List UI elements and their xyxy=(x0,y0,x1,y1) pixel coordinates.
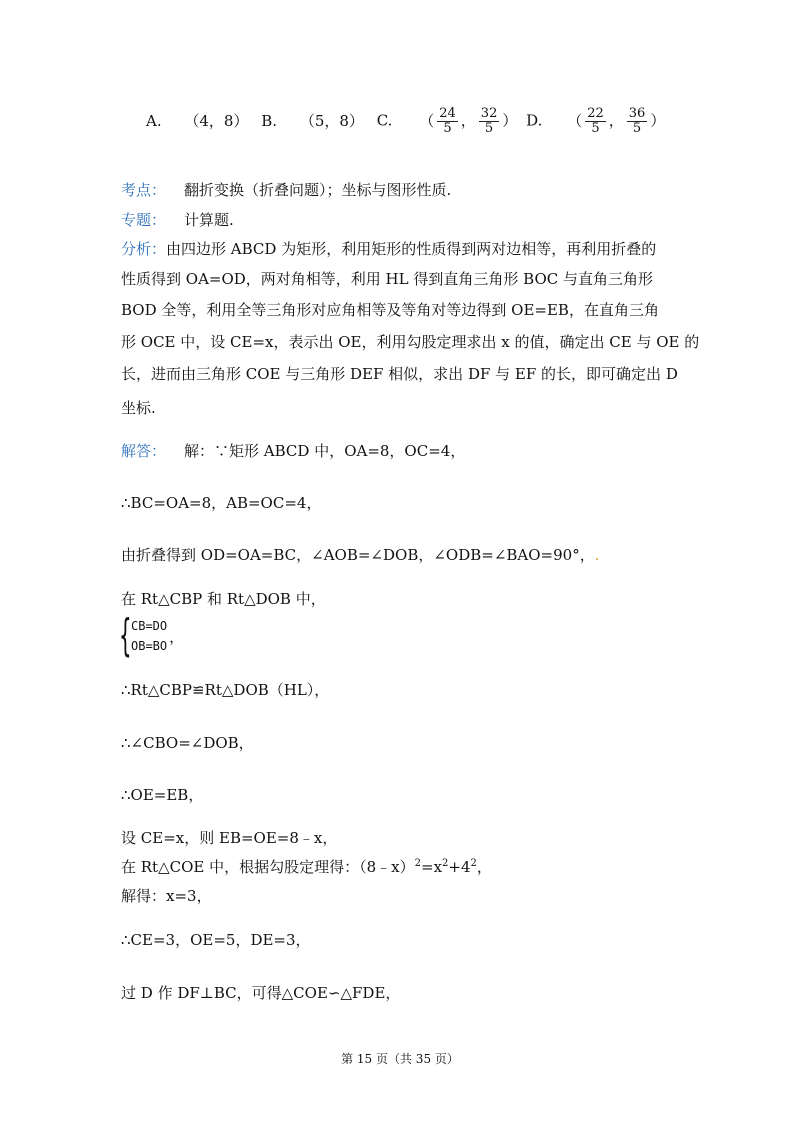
fenxi-label: 分析： xyxy=(121,240,167,258)
kaodian-text: 翻折变换（折叠问题）；坐标与图形性质. xyxy=(184,181,452,199)
equation-top: CB=DO xyxy=(131,619,168,633)
superscript: 2 xyxy=(414,858,421,869)
option-c-open-paren: （ xyxy=(419,111,435,130)
equation-system-lines xyxy=(131,616,167,656)
superscript: 2 xyxy=(470,858,477,869)
fraction-denominator: 5 xyxy=(443,121,452,136)
jieda-label: 解答： xyxy=(121,442,167,460)
equation-text: ， xyxy=(476,858,492,876)
option-c xyxy=(377,107,518,136)
option-a xyxy=(146,111,248,131)
equation-bottom: OB=BO xyxy=(131,639,168,653)
option-c-close-paren: ） xyxy=(502,111,518,130)
option-b-value: （5，8） xyxy=(299,111,364,130)
option-d-open-paren: （ xyxy=(567,111,583,130)
yellow-dot-mark: . xyxy=(594,546,600,564)
fenxi-text: 由四边形 ABCD 为矩形，利用矩形的性质得到两对边相等，再利用折叠的 xyxy=(166,240,657,258)
fraction-denominator: 5 xyxy=(484,121,494,136)
zhuanti-section xyxy=(121,210,234,230)
option-d-separator: ， xyxy=(608,111,624,130)
fenxi-line-1 xyxy=(121,239,656,259)
solution-step: ∴Rt△CBP≌Rt△DOB（HL）， xyxy=(121,681,330,699)
option-d-fraction-2 xyxy=(627,107,648,136)
fraction-numerator: 22 xyxy=(587,106,604,121)
option-c-letter: C. xyxy=(376,111,393,130)
fraction-numerator: 32 xyxy=(480,106,498,121)
solution-step: 过 D 作 DF⊥BC，可得△COE∽△FDE， xyxy=(121,984,401,1002)
superscript: 2 xyxy=(442,858,449,869)
solution-step xyxy=(121,857,492,877)
equation-system xyxy=(119,610,185,661)
solution-step: ∴OE=EB， xyxy=(121,786,204,804)
fraction-denominator: 5 xyxy=(632,121,642,136)
fenxi-line-6: 坐标. xyxy=(121,399,156,417)
solution-step: 设 CE=x，则 EB=OE=8﹣x， xyxy=(121,829,338,847)
fenxi-line-2: 性质得到 OA=OD，两对角相等，利用 HL 得到直角三角形 BOC 与直角三角形 xyxy=(121,270,653,288)
fraction-numerator: 36 xyxy=(628,106,646,121)
solution-step: ∴CE=3，OE=5，DE=3， xyxy=(121,931,311,949)
kaodian-section xyxy=(121,180,451,200)
solution-step-text: 由折叠得到 OD=OA=BC，∠AOB=∠DOB，∠ODB=∠BAO=90°， xyxy=(121,546,595,564)
zhuanti-label: 专题： xyxy=(121,211,167,229)
equation-comma: ， xyxy=(169,627,185,646)
solution-step: 在 Rt△CBP 和 Rt△DOB 中， xyxy=(121,590,326,608)
fraction-numerator: 24 xyxy=(439,106,456,121)
option-d-fraction-1 xyxy=(585,107,606,136)
option-d-close-paren: ） xyxy=(650,111,666,130)
page-footer: 第 15 页（共 35 页） xyxy=(341,1052,459,1066)
option-b xyxy=(261,111,364,131)
option-a-letter: A. xyxy=(146,111,162,130)
option-a-value: （4，8） xyxy=(184,111,249,130)
equation-text: 在 Rt△COE 中，根据勾股定理得：（8﹣x） xyxy=(121,858,415,876)
solution-step: 解得：x=3， xyxy=(121,887,212,905)
option-c-separator: ， xyxy=(460,111,476,130)
kaodian-label: 考点： xyxy=(121,181,167,199)
option-d-letter: D. xyxy=(526,111,543,130)
option-c-fraction-2 xyxy=(479,107,500,136)
fenxi-line-3: BOD 全等，利用全等三角形对应角相等及等角对等边得到 OE=EB，在直角三角 xyxy=(121,301,659,319)
option-b-letter: B. xyxy=(261,111,278,130)
jieda-line-1 xyxy=(121,441,465,461)
fraction-denominator: 5 xyxy=(591,121,600,136)
solution-step: ∴BC=OA=8，AB=OC=4， xyxy=(121,494,322,512)
fenxi-line-4: 形 OCE 中，设 CE=x，表示出 OE，利用勾股定理求出 x 的值，确定出 CE 与 OE 的 xyxy=(121,333,700,351)
equation-text: =x xyxy=(421,858,443,876)
equation-text: +4 xyxy=(448,858,471,876)
zhuanti-text: 计算题. xyxy=(184,211,234,229)
jieda-first-text: 解：∵矩形 ABCD 中，OA=8，OC=4， xyxy=(184,442,466,460)
option-c-fraction-1 xyxy=(437,107,458,136)
solution-step: ∴∠CBO=∠DOB， xyxy=(121,734,254,752)
solution-step xyxy=(121,545,599,565)
answer-options xyxy=(146,107,665,136)
left-brace-icon: { xyxy=(119,610,132,661)
option-d xyxy=(526,107,665,136)
fenxi-line-5: 长，进而由三角形 COE 与三角形 DEF 相似，求出 DF 与 EF 的长，即可确定出 D xyxy=(121,365,678,383)
